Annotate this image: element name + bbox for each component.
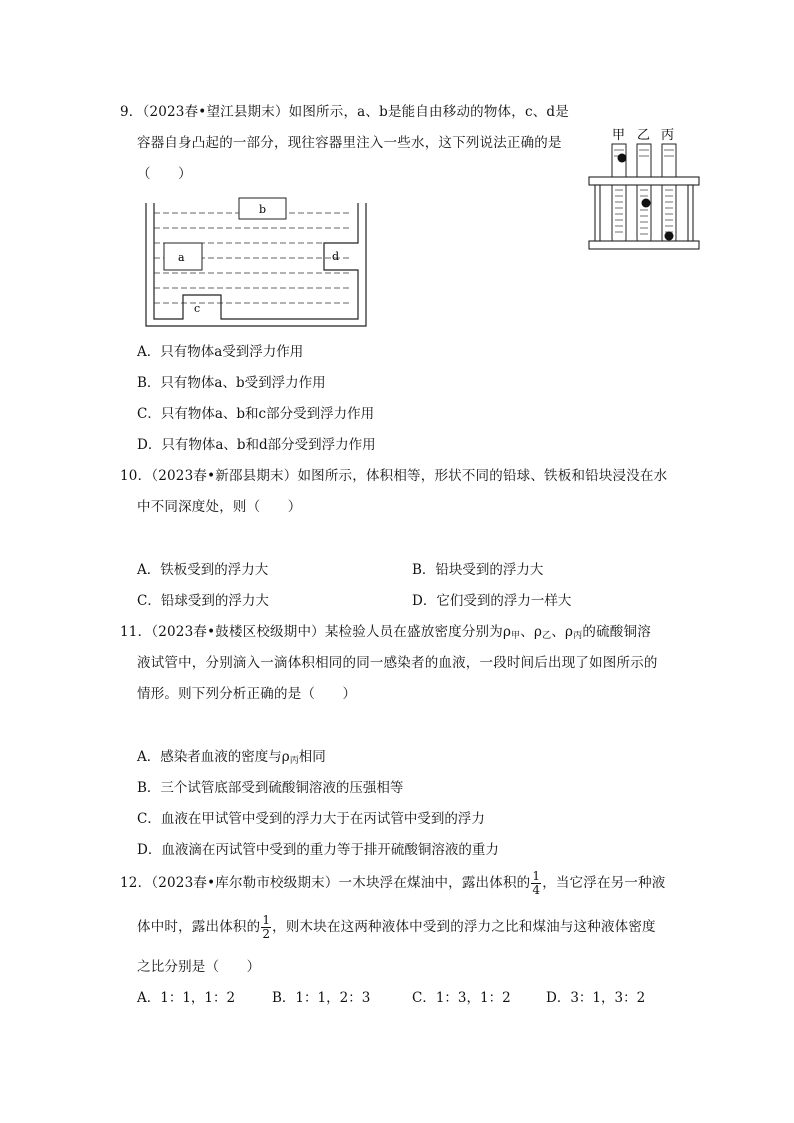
label-a: a — [178, 251, 185, 264]
fraction-1-denominator: 4 — [532, 883, 541, 897]
q12-stem-text-b: ，当它浮在另一种液 — [542, 875, 666, 891]
q11-option-a-text: A．感染者血液的密度与ρ — [137, 749, 290, 765]
fraction-1-numerator: 1 — [532, 869, 541, 883]
q12-stem-line-3: 之比分别是（ ） — [137, 959, 261, 975]
q11-stem-line-3: 情形。则下列分析正确的是（ ） — [137, 686, 357, 702]
tube-label-jia: 甲 — [612, 128, 626, 143]
q11-stem-text-a: 11．（2023春•鼓楼区校级期中）某检验人员在盛放密度分别为ρ — [120, 624, 512, 640]
q10-stem-line-2: 中不同深度处，则（ ） — [137, 499, 302, 515]
fraction-2-numerator: 1 — [262, 913, 271, 927]
q11-stem-line-1 — [120, 623, 651, 645]
fraction-one-half — [261, 914, 271, 941]
q11-sub-jia: 甲 — [511, 631, 521, 641]
q9-stem-line-2: 容器自身凸起的一部分，现往容器里注入一些水，这下列说法正确的是 — [137, 135, 562, 151]
tube-bing — [662, 144, 676, 246]
q11-sep-1: 、ρ — [520, 624, 543, 640]
q11-option-c[interactable]: C．血液在甲试管中受到的浮力大于在丙试管中受到的浮力 — [137, 811, 485, 827]
blood-drop-bing — [665, 232, 674, 241]
q12-stem-line-2 — [137, 912, 656, 942]
q9-option-b[interactable]: B．只有物体a、b受到浮力作用 — [137, 375, 326, 391]
label-b: b — [259, 203, 267, 216]
q9-option-a[interactable]: A．只有物体a受到浮力作用 — [137, 344, 304, 360]
q9-stem-line-3: （ ） — [137, 166, 192, 182]
test-tubes-figure — [587, 124, 702, 252]
q11-stem-text-b: 的硫酸铜溶 — [582, 624, 651, 640]
q10-option-c[interactable]: C．铅球受到的浮力大 — [137, 593, 269, 609]
label-c: c — [194, 302, 201, 315]
q9-stem-line-1: 9．（2023春•望江县期末）如图所示，a、b是能自由移动的物体，c、d是 — [120, 104, 569, 120]
q10-option-d[interactable]: D．它们受到的浮力一样大 — [412, 593, 572, 609]
blood-drop-yi — [642, 199, 651, 208]
q12-option-c[interactable]: C．1：3，1：2 — [412, 990, 511, 1006]
q9-option-d[interactable]: D．只有物体a、b和d部分受到浮力作用 — [137, 437, 376, 453]
q12-option-a[interactable]: A．1：1，1：2 — [137, 990, 236, 1006]
tube-label-bing: 丙 — [661, 128, 675, 143]
q11-option-a[interactable] — [137, 748, 326, 770]
label-d: d — [332, 250, 340, 263]
q10-option-a[interactable]: A．铁板受到的浮力大 — [137, 562, 269, 578]
q11-stem-line-2: 液试管中，分别滴入一滴体积相同的同一感染者的血液，一段时间后出现了如图所示的 — [137, 655, 658, 671]
fraction-2-denominator: 2 — [262, 927, 271, 941]
q9-option-c[interactable]: C．只有物体a、b和c部分受到浮力作用 — [137, 406, 375, 422]
q11-option-a-sub: 丙 — [289, 756, 299, 766]
q11-option-a-tail: 相同 — [298, 749, 326, 765]
q12-option-d[interactable]: D．3：1，3：2 — [546, 990, 646, 1006]
q10-stem-line-1: 10．（2023春•新邵县期末）如图所示，体积相等，形状不同的铅球、铁板和铅块浸没在水 — [120, 468, 668, 484]
q11-sub-yi: 乙 — [542, 631, 552, 641]
q12-stem-text-d: ，则木块在这两种液体中受到的浮力之比和煤油与这种液体密度 — [272, 919, 656, 935]
fraction-one-quarter — [531, 870, 541, 897]
q11-option-b[interactable]: B．三个试管底部受到硫酸铜溶液的压强相等 — [137, 780, 404, 796]
tube-label-yi: 乙 — [637, 128, 651, 143]
q12-stem-line-1 — [120, 868, 666, 898]
q11-option-d[interactable]: D．血液滴在丙试管中受到的重力等于排开硫酸铜溶液的重力 — [137, 842, 499, 858]
q12-stem-text-a: 12．（2023春•库尔勒市校级期末）一木块浮在煤油中，露出体积的 — [120, 875, 531, 891]
blood-drop-jia — [618, 154, 627, 163]
tube-yi — [637, 144, 651, 246]
container-figure — [140, 195, 370, 330]
q10-option-b[interactable]: B．铅块受到的浮力大 — [412, 562, 544, 578]
q12-stem-text-c: 体中时，露出体积的 — [137, 919, 261, 935]
q11-sub-bing: 丙 — [573, 631, 583, 641]
q12-option-b[interactable]: B．1：1，2：3 — [272, 990, 371, 1006]
q11-sep-2: 、ρ — [551, 624, 574, 640]
